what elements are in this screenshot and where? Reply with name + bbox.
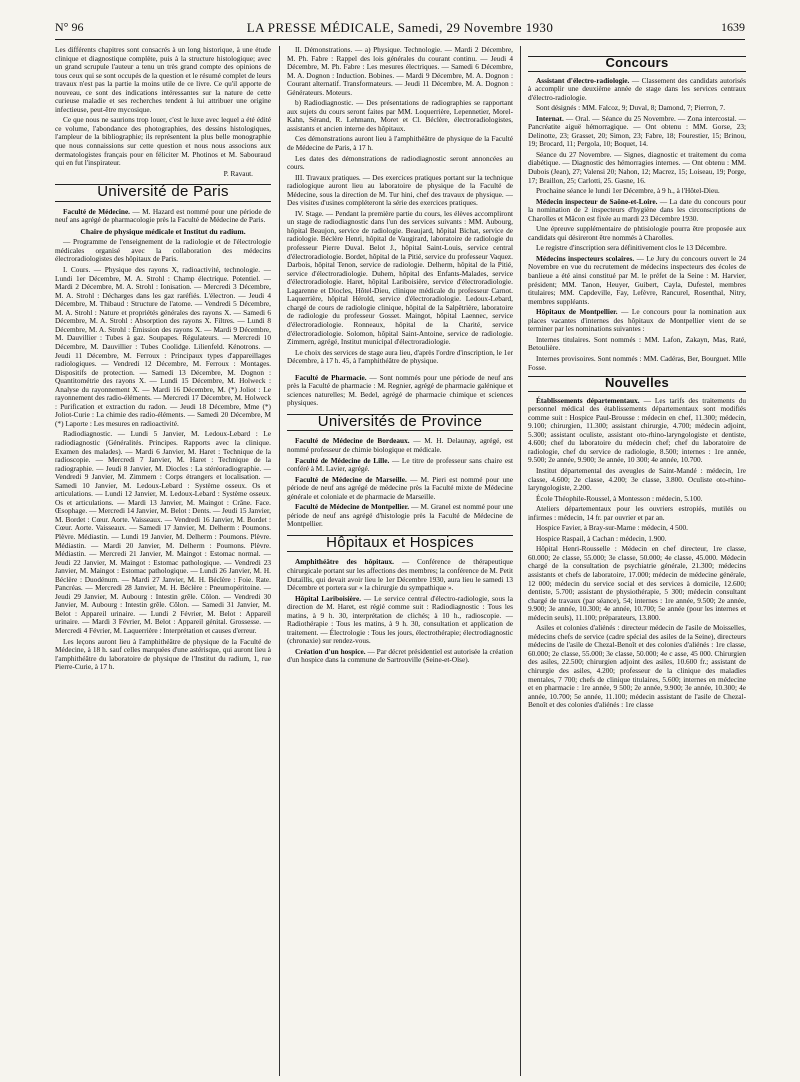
column-divider xyxy=(279,46,280,1076)
item-text: — Oral. — Séance du 25 Novembre. — Zona intercostal. — Pancréatite aiguë hémorragique. — Ont obtenu : MM. Gorse, 23; Delinotte, 23; Grasset, 20; Simon, 23; Fabre, 18; Fourestier, 15; Brinou, 19; Brocard, 11; Pergola, 10; Boquet, 14. xyxy=(528,113,746,149)
item-heading: Création d'un hospice. xyxy=(295,646,366,656)
item-heading: Faculté de Médecine de Bordeaux. xyxy=(295,436,410,446)
item-heading: Amphithéâtre des hôpitaux. xyxy=(295,557,394,567)
news-item xyxy=(287,437,513,454)
news-item: Internes titulaires. Sont nommés : MM. Lafon, Zakayn, Mas, Raté, Betoulière. xyxy=(528,334,746,353)
section-title-universite-paris: Université de Paris xyxy=(97,183,229,201)
column-2 xyxy=(287,46,513,1076)
column-1 xyxy=(55,46,271,1076)
news-item: — Programme de l'enseignement de la radiologie et de l'électrologie médicales organisé avec la collaboration des médecins électroradiologistes des hôpitaux de Paris. xyxy=(55,237,271,264)
news-item xyxy=(287,476,513,502)
newspaper-title: LA PRESSE MÉDICALE, Samedi, 29 Novembre 1930 xyxy=(246,20,554,35)
news-item xyxy=(528,115,746,149)
news-item xyxy=(287,457,513,474)
news-item xyxy=(528,308,746,334)
item-heading: Médecins inspecteurs scolaires. xyxy=(536,253,635,263)
review-paragraph: Les différents chapitres sont consacrés à un long historique, à une étude clinique et diagnostique complète, puis à la structure histologique; avec un grand scrupule l'auteur a tenu un très grand compte des opinions de tous ceux qui se sont occupés de la question et le résumé complet de leurs travaux n'est pas la partie la moins utile de ce livre. Ce qu'il apporte de nouveau, ce sont des indications intéressantes sur la nature de cette curieuse maladie et ses recherches tendent à lui attribuer une origine infectieuse, peut-être mycosique. xyxy=(55,46,271,114)
news-item: Hospice Raspail, à Cachan : médecin, 1.900. xyxy=(536,533,667,543)
section-title-universites-province: Universités de Province xyxy=(317,412,483,430)
item-text: — M. H. Delaunay, agrégé, est nommé professeur de chimie biologique et médicale. xyxy=(287,436,513,454)
news-item xyxy=(528,255,746,306)
course-note: Les leçons auront lieu à l'amphithéâtre de physique de la Faculté de Médecine, à 18 h. sauf celles marquées d'une astérisque, qui auront lieu à l'amphithéâtre du laboratoire de physique de l'Institut du radium, 1, rue Pierre-Curie, à 17 h. xyxy=(55,636,271,672)
news-item xyxy=(287,648,513,665)
news-item xyxy=(528,198,746,224)
news-item xyxy=(287,374,513,408)
issue-number: N° 96 xyxy=(55,20,84,34)
section-title-concours: Concours xyxy=(605,55,669,70)
item-heading: Assistant d'électro-radiologie. xyxy=(536,75,630,85)
column-divider xyxy=(520,46,521,1076)
item-heading: Faculté de Médecine de Montpellier. xyxy=(295,502,410,512)
item-heading: Internat. xyxy=(536,113,564,123)
review-signature: P. Ravaut. xyxy=(223,168,253,178)
news-item: Institut départemental des aveugles de Saint-Mandé : médecin, 1re classe, 4.600; 2e classe, 4.200; 3e classe, 3.800. Oculiste oto-rhino-laryngologiste, 2.200. xyxy=(528,465,746,493)
column-3 xyxy=(528,46,746,1076)
news-item: Sont désignés : MM. Falcoz, 9; Duval, 8; Damond, 7; Pierron, 7. xyxy=(536,103,726,113)
item-heading: Hôpitaux de Montpellier. xyxy=(536,307,618,317)
page-header xyxy=(55,20,745,36)
course-programme: Ces démonstrations auront lieu à l'amphithéâtre de physique de la Faculté de Médecine de Paris, à 17 h. xyxy=(287,134,513,153)
news-item: Hôpital Henri-Rousselle : Médecin en chef directeur, 1re classe, 60.000; 2e classe, 55.000; 3e classe, 50.000; 4e classe, 45.000. Médecin chargé de la consultation de psychiatrie générale, 21.300; médecins assistants et chefs de laboratoire, 17.000; médecin de médecine générale, 12 000; médecin du service social et des services à domicile, 12.600; dentiste, 5.700; assistant de physiothérapie, 5 300; médecin consultant chargé de travaux (par séance), 54; internes : 1re année, 9.500; 2e année, 9.900; 3e année, 10.300; 4e année, 10.700; 5e année (pour les internes et médecin seuls), 11.100; préparateurs, 13.800. xyxy=(528,544,746,622)
course-programme: II. Démonstrations. — a) Physique. Technologie. — Mardi 2 Décembre, M. Ph. Fabre : Rappel des lois générales du courant continu. — Jeudi 4 Décembre, M. Ph. Fabre : Les mesures électriques. — Samedi 6 Décembre, M. A. Dognon : Induction. Bobines. — Mardi 9 Décembre, M. A. Dognon : Courant alternatif. Transformateurs. — Jeudi 11 Décembre, M. A. Dognon : Générateurs. Moteurs. xyxy=(287,46,513,97)
news-item xyxy=(287,503,513,529)
item-text: — M. Granel est nommé pour une période de neuf ans agrégé d'histologie près la Faculté de Médecine de Montpellier. xyxy=(287,502,513,529)
news-item xyxy=(528,77,746,103)
item-text: — Le service central d'électro-radiologie, sous la direction de M. Haret, est régié comme suit : Radiodiagnostic : Tous les matins, à 9 h. 30, interprétation de clichés; à 10 h., radioscopie. — Radiothérapie : Tous les matins, à 9 h. 30, consultation et application de traitement. — Électrologie : Tous les jours, électrothérapie; électrodiagnostic (chronaxie) sur rendez-vous. xyxy=(287,593,513,646)
item-heading: Établissements départementaux. xyxy=(536,395,640,405)
page-number: 1639 xyxy=(721,20,745,34)
course-programme: IV. Stage. — Pendant la première partie du cours, les élèves accompliront un stage de radiodiagnostic dans l'un des services suivants : MM. Aubourg, hôpital Beaujon, service de radiologie. Beaujard, hôpital Bichat, service de radiologie. Béclère Henri, hôpital de Vaugirard, laboratoire de radiologie du professeur Pierre Duval. Belot J., hôpital Saint-Louis, service central d'électroradiologie. Bordet, hôpital de la Pitié, service du professeur Vaquez. Darbois, hôpital Tenon, service de radiologie. Delherm, hôpital de la Pitié, service d'électroradiologie. Duhem, hôpital des Enfants-Malades, service d'électroradiologie. Haret, hôpital Lariboisière, service d'électroradiologie. Lagarenne et Diocles, Hôtel-Dieu, clinique médicale du professeur Carnot. Laquerrière, hôpital Hérold, service d'électroradiologie. Ledoux-Lebard, chargé de cours de radiologie clinique, hôpital de la Salpêtrière, laboratoire de radiologie du professeur Gosset. Maingot, hôpital Laennec, service d'électroradiologie. Ronneaux, hôpital de la Charité, service d'électroradiologie. Solomon, hôpital Saint-Antoine, service de radiologie. Zimmern, agrégé, Institut municipal d'électroradiologie. xyxy=(287,208,513,347)
item-text: — La date du concours pour la nomination de 2 inspecteurs d'hygiène dans les circonscriptions de Charolles et Mâcon est fixée au mardi 23 Décembre 1930. xyxy=(528,196,746,223)
item-heading: Faculté de Médecine de Marseille. xyxy=(295,474,407,484)
section-heading-box xyxy=(55,184,271,202)
news-item xyxy=(287,558,513,592)
item-heading: Faculté de Médecine. xyxy=(63,206,131,216)
item-text: — M. Pieri est nommé pour une période de neuf ans agrégé de médecine près la Faculté mixte de Médecine générale et coloniale et de pharmacie de Marseille. xyxy=(287,474,513,501)
news-item xyxy=(55,208,271,225)
item-text: — Par décret présidentiel est autorisée la création d'un hospice dans la commune de Sartrouville (Seine-et-Oise). xyxy=(287,646,513,665)
item-text: — Le titre de professeur sans chaire est conféré à M. Lavier, agrégé. xyxy=(287,455,513,474)
item-heading: Médecin inspecteur de Saône-et-Loire. xyxy=(536,196,658,206)
course-programme: Le choix des services de stage aura lieu, d'après l'ordre d'inscription, le 1er Décembre, à 17 h. 45, à l'amphithéâtre de physique. xyxy=(287,347,513,366)
item-text: — Les tarifs des traitements du personnel médical des établissements départementaux sont modifiés comme suit : Hospice Paul-Brousse : médecin en chef, 11.300; médecin, 9.100; chirurgien, 11.300; assistant chirurgie, 4.700; médecin adjoint, 5.300; assistant oculiste, assistant oto-rhino-laryngologiste et dentiste, 4.600; chef du laboratoire du médecin chef; chef du laboratoire de radiologie, chef du service de radiologie, 8.500; internes : 1re année, 9.500; 2e année, 9.900; 3e année, 10 300; 4e année, 10.700. xyxy=(528,395,746,465)
course-programme: III. Travaux pratiques. — Des exercices pratiques portant sur la technique radiologique auront lieu au laboratoire de physique de la Faculté de Médecine, sous la direction de M. Tur hini, chef des travaux de physique. — Des visites d'usines compléteront la série des exercices pratiques. xyxy=(287,172,513,208)
news-item: Hospice Favier, à Bray-sur-Marne : médecin, 4 500. xyxy=(536,523,688,533)
item-text: — Le concours pour la nomination aux places vacantes d'internes des hôpitaux de Montpellier vient de se terminer par les nominations suivantes : xyxy=(528,307,746,334)
course-programme: Radiodiagnostic. — Lundi 5 Janvier, M. Ledoux-Lebard : Le radiodiagnostic (Généralités. Principes. Rapports avec la clinique. Examen des malades). — Mardi 6 Janvier, M. Haret : Technique de la radioscopie. — Mercredi 7 Janvier, M. Haret : Technique de la radiographie. — Jeudi 8 Janvier, M. Diocles : La stéréoradiographie. — Vendredi 9 Janvier, M. Zimmern : Corps étrangers et localisation. — Samedi 10 Janvier, M. Ledoux-Lebard : Système osseux. Os et articulations. — Lundi 12 Janvier, M. Ledoux-Lebard : Système osseux. Os et articulations. — Mardi 13 Janvier, M. Maingot : Crâne. Face. Œsophage. — Mercredi 14 Janvier, M. Belot : Dents. — Jeudi 15 Janvier, M. Bordet : Cœur. Aorte. Vaisseaux. — Vendredi 16 Janvier, M. Bordet : Cœur. Aorte. Vaisseaux. — Samedi 17 Janvier, M. Delherm : Poumons. Plèvre. Médiastin. — Lundi 19 Janvier, M. Delherm : Poumons. Plèvre. Médiastin. — Mardi 20 Janvier, M. Delherm : Poumons. Plèvre. Médiastin. — Mercredi 21 Janvier, M. Maingot : Estomac normal. — Jeudi 22 Janvier, M. Maingot : Estomac pathologique. — Vendredi 23 Janvier, M. Maingot : Estomac pathologique. — Lundi 26 Janvier, M. H. Béclère : Duodénum. — Mardi 27 Janvier, M. H. Béclère : Foie. Rate. Pancréas. — Mercredi 28 Janvier, M. H. Béclère : Pneumopéritoine. — Jeudi 29 Janvier, M. Aubourg : Intestin grêle. Côlon. — Vendredi 30 Janvier, M. Aubourg : Intestin grêle. Côlon. — Samedi 31 Janvier, M. Belot : Appareil urinaire. — Lundi 2 Février, M. Belot : Appareil urinaire. — Mardi 3 Février, M. Belot : Appareil génital. Grossesse. — Mercredi 4 Février, M. Laquerrière : Interprétation et causes d'erreur. xyxy=(55,429,271,635)
item-text: — Conférence de thérapeutique chirurgicale portant sur les affections des membres; la conférence de M. Petit Dutaillis, qui devait avoir lieu le 1er Décembre 1930, aura lieu le samedi 13 Décembre et portera sur « la chirurgie du sympathique ». xyxy=(287,557,513,593)
subheading: Chaire de physique médicale et Institut du radium. xyxy=(80,226,246,236)
section-heading-box xyxy=(287,414,513,432)
news-item: Séance du 27 Novembre. — Signes, diagnostic et traitement du coma diabétique. — Diagnostic des hémorragies internes. — Ont obtenu : MM. Dubois (Jean), 27; Valensi 20; Nahon, 12; Macrez, 15; Loiseau, 19; Porge, 17; Braillon, 25; Carlotti, 25. Gasne, 16. xyxy=(528,149,746,185)
news-item: Le registre d'inscription sera définitivement clos le 13 Décembre. xyxy=(536,243,727,253)
item-heading: Hôpital Lariboisière. xyxy=(295,593,362,603)
news-item: Internes provisoires. Sont nommés : MM. Cadéras, Ber, Bourguet. Mlle Fosse. xyxy=(528,353,746,372)
section-heading-box xyxy=(287,535,513,553)
item-text: — M. Hazard est nommé pour une période de neuf ans agrégé de pharmacologie près la Faculté de Médecine de Paris. xyxy=(55,206,271,225)
item-text: — Classement des candidats autorisés à accomplir une deuxième année de stage dans les services centraux d'électro-radiologie. xyxy=(528,75,746,102)
news-item xyxy=(528,397,746,465)
item-text: — Le Jury du concours ouvert le 24 Novembre en vue du recrutement de médecins inspecteurs des écoles de banlieue a été ainsi constitué par M. le préfet de la Seine : M. Harvier, président; MM. Tanon, Heuyer, Guibert, Cayla, Dufestel, membres titulaires; MM. Capdeville, Fay, Lefèvre, Rancurel, Rosenthal, Nitry, membres suppléants. xyxy=(528,253,746,306)
header-rule xyxy=(55,39,745,40)
item-text: — Sont nommés pour une période de neuf ans près la Faculté de pharmacie : M. Regnier, agrégé de pharmacie galénique et sciences naturelles; M. Bedel, agrégé de pharmacie chimique et sciences physiques. xyxy=(287,372,513,408)
course-programme: Les dates des démonstrations de radiodiagnostic seront annoncées au cours. xyxy=(287,153,513,172)
review-paragraph: Ce que nous ne saurions trop louer, c'est le luxe avec lequel a été édité ce volume, l'abondance des photographies, des dessins histologiques, l'ampleur de la bibliographie; ils représentent la plus belle monographie que nous connaissions sur cette question et nous nous associons aux dermatologistes français pour en féliciter M. Photinos et M. Sabouraud qui en fut l'inspirateur. xyxy=(55,115,271,168)
news-item: Prochaine séance le lundi 1er Décembre, à 9 h., à l'Hôtel-Dieu. xyxy=(536,186,720,196)
item-heading: Faculté de Médecine de Lille. xyxy=(295,455,390,465)
news-item: École Théophile-Roussel, à Montesson : médecin, 5.100. xyxy=(536,493,703,503)
news-item: Asiles et colonies d'aliénés : directeur médecin de l'asile de Moisselles, médecins chefs de service (cadre spécial des asiles de la Seine), directeurs médecins de l'asile de Chezal-Benoît et des colonies d'aliénés : 1re classe, 60.000; 2e classe, 55.000; 3e classe, 50.000; 4e c asse, 45 000. Chirurgien des asiles, 22.500; chirurgien adjoint des asiles, 10.600 fr.; assistant de chirurgie des asiles, 4.200; professeur de la clinique des maladies mentales, 7 700; chefs de clinique titulaires, 5.600; internes en médecine et en pharmacie : 1re année, 9 500; 2e année, 9.900; 3e année, 10.300; 4e année, 10.700; 5e année, 11.100; médecin assistant de l'asile de Chezal-Benoît et des colonies d'aliénés : 1re classe xyxy=(528,623,746,710)
section-title-hopitaux-hospices: Hôpitaux et Hospices xyxy=(326,533,474,551)
section-heading-box xyxy=(528,56,746,72)
course-programme: I. Cours. — Physique des rayons X, radioactivité, technologie. — Lundi 1er Décembre, M. A. Strohl : Champ électrique. Potentiel. — Mardi 2 Décembre, M. A. Strohl : Ionisation. — Mercredi 3 Décembre, M. A. Strohl : Décharges dans les gaz raréfiés. L'électron. — Jeudi 4 Décembre, M. Thibaud : Structure de l'atome. — Vendredi 5 Décembre, M. A. Strohl : Nature et propriétés générales des rayons X. — Samedi 6 Décembre, M. A. Strohl : Absorption des rayons X. Filtres. — Lundi 8 Décembre, M. A. Strohl : Émission des rayons X. — Mardi 9 Décembre, M. Dauvillier : Tubes à gaz. Soupapes. Régulateurs. — Mercredi 10 Décembre, M. Dauvillier : Tubes Coolidge. Lilienfeld. Kénotrons. — Jeudi 11 Décembre, M. Ferroux : Principaux types d'appareillages radiologiques. — Vendredi 12 Décembre, M. Ferroux : Montages. Dispositifs de protection. — Samedi 13 Décembre, M. Dognon : Quantitométrie des rayons X. — Lundi 15 Décembre, M. Holweck : Analyse du rayonnement X. — Mardi 16 Décembre, M. (*) Joliot : Le rayonnement des radio-éléments. — Mercredi 17 Décembre, M. Holweck : Purification et extraction du radon. — Jeudi 18 Décembre, Mme (*) Joliot-Curie : La chimie des radio-éléments. — Samedi 20 Décembre, M (*) Laporte : Les mesures en radioactivité. xyxy=(55,265,271,428)
item-heading: Faculté de Pharmacie. xyxy=(295,372,367,382)
news-item xyxy=(287,595,513,646)
news-item: Ateliers départementaux pour les ouvriers estropiés, mutilés ou infirmes : médecin, 14 fr. par ouvrier et par an. xyxy=(528,504,746,522)
section-title-nouvelles: Nouvelles xyxy=(604,375,670,391)
section-heading-box xyxy=(528,376,746,392)
course-programme: b) Radiodiagnostic. — Des présentations de radiographies se rapportant aux sujets du cours seront faites par MM. Loquerrière, Lepennetier, Morel-Kahn, Sérand, R. Lehmann, Moret et Cl. Béclère, électroradiologistes, assistants et ancien interne des hôpitaux. xyxy=(287,98,513,133)
news-item: Une épreuve supplémentaire de phtisiologie pourra être proposée aux candidats qui désireront être nommés à Charolles. xyxy=(528,224,746,242)
